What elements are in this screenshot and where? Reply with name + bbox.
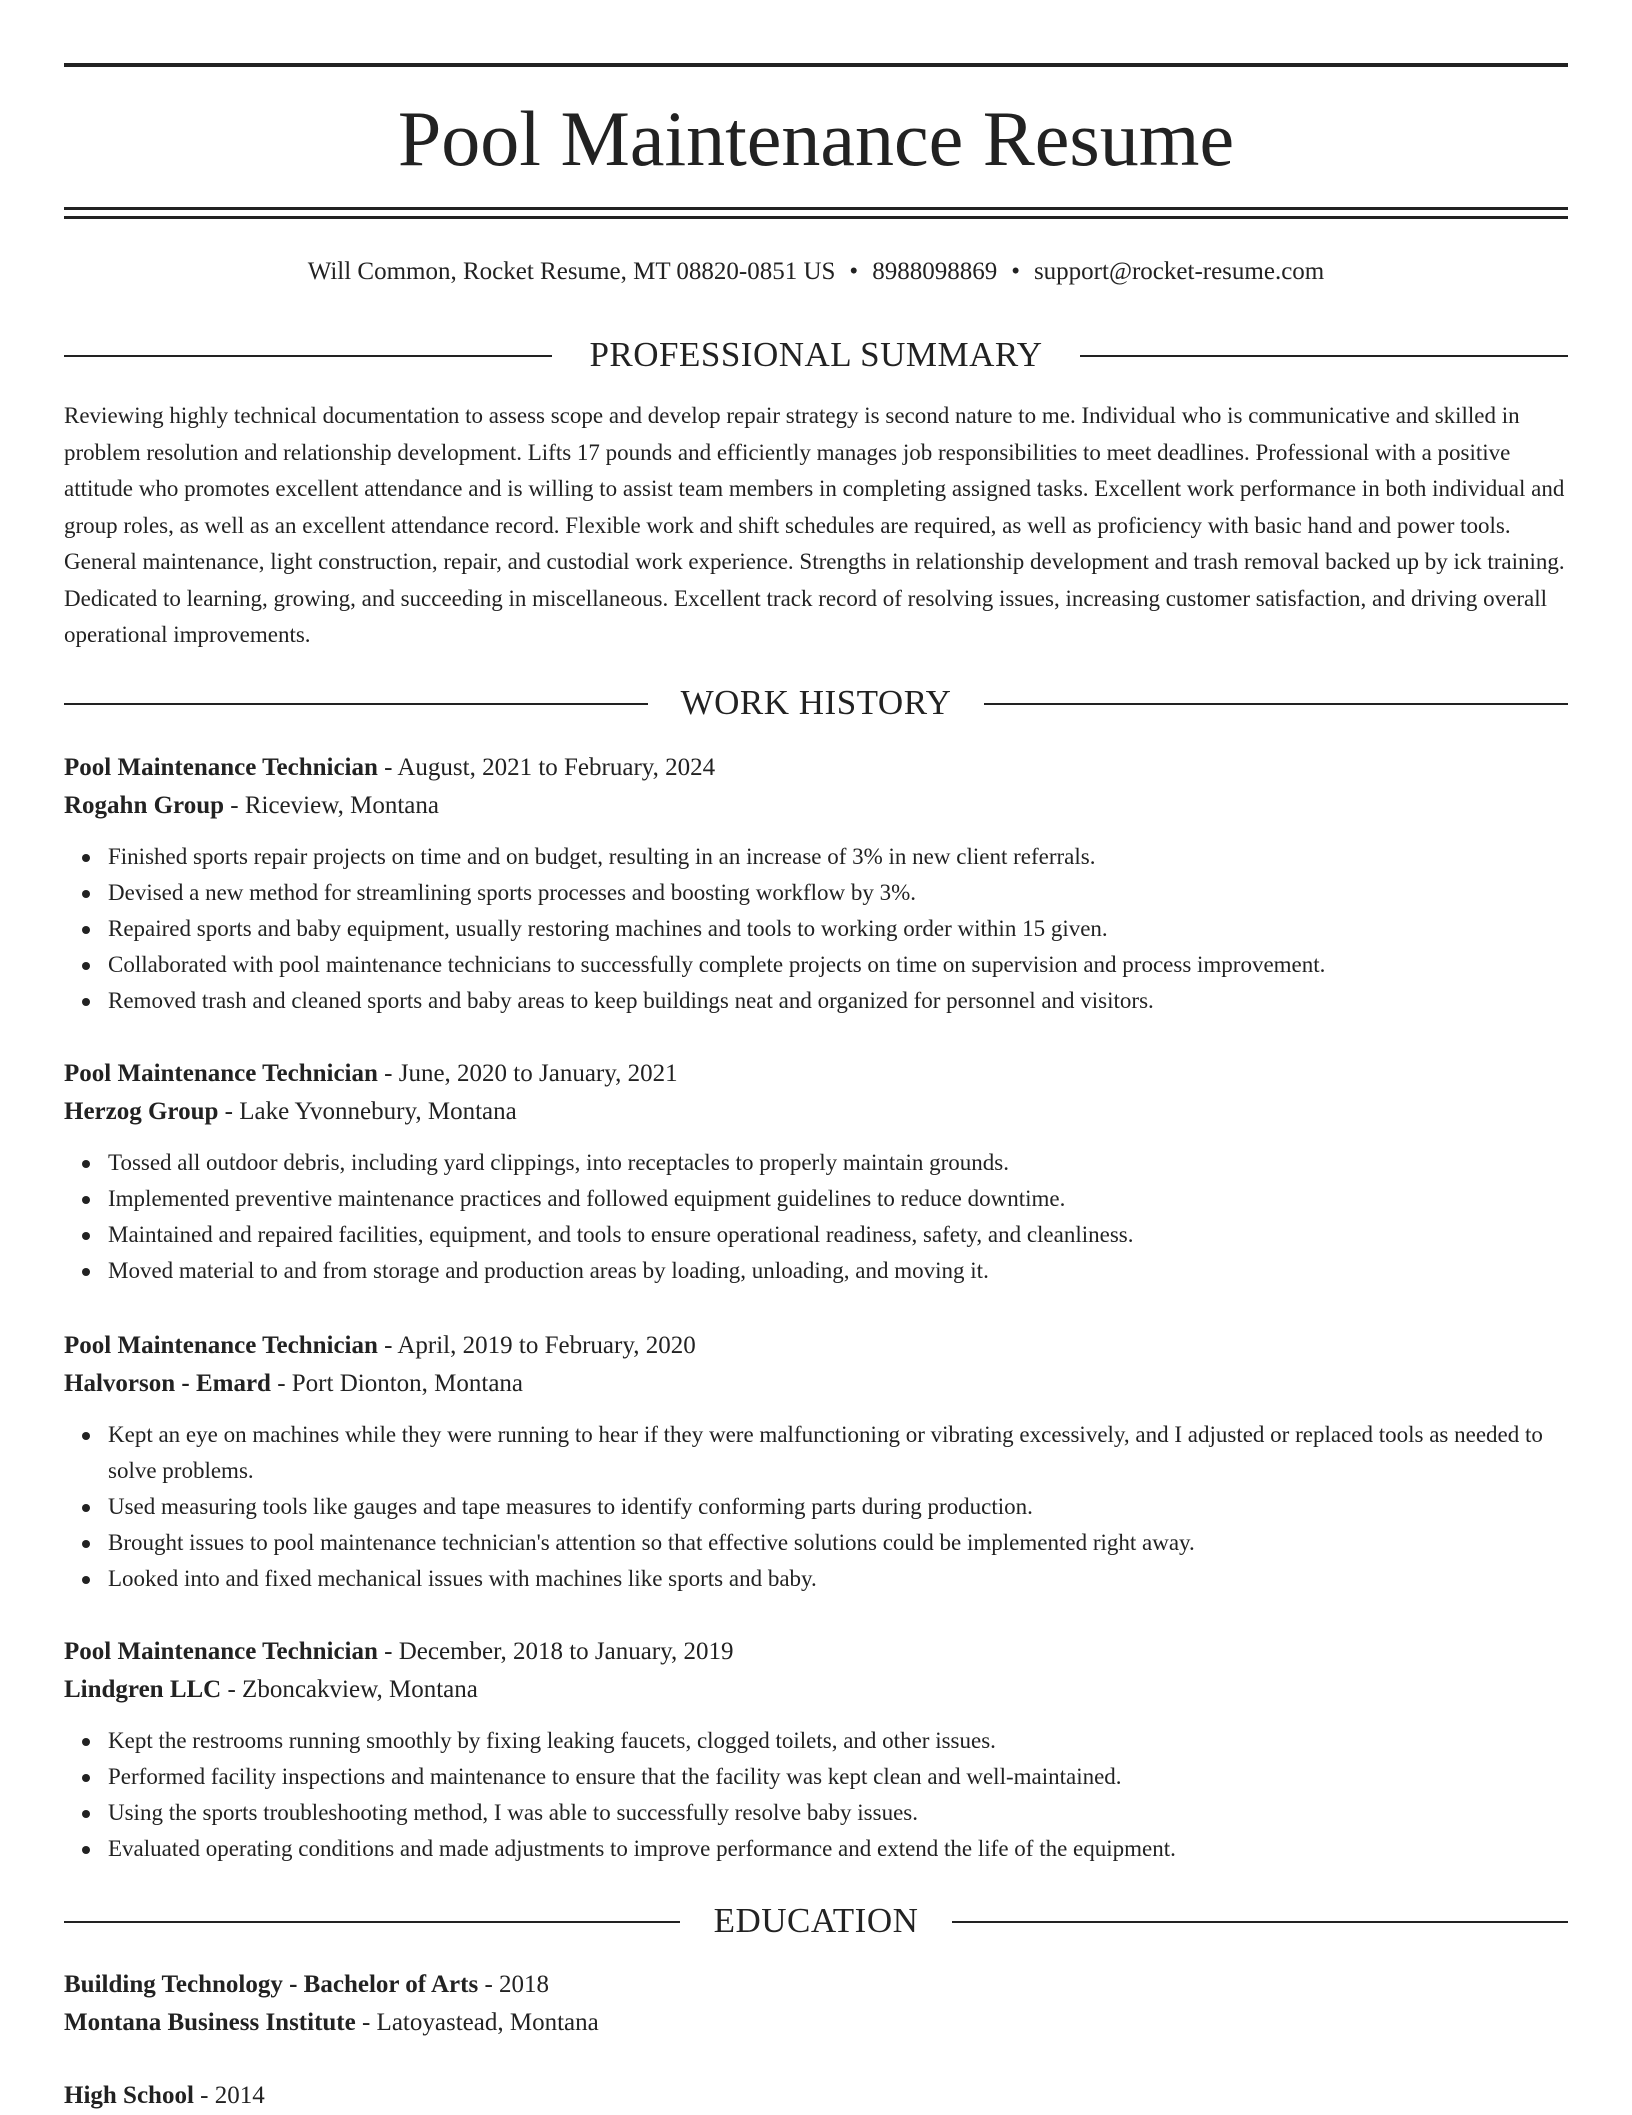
education-entry	[64, 2077, 1568, 2115]
summary-heading: PROFESSIONAL SUMMARY	[559, 335, 1072, 374]
job-dates: - April, 2019 to February, 2020	[377, 1332, 696, 1359]
section-heading-education	[64, 1901, 1568, 1941]
job-dates: - August, 2021 to February, 2024	[377, 754, 716, 781]
job-bullet: Implemented preventive maintenance practices and followed equipment guidelines to reduce downtime.	[108, 1181, 1568, 1217]
education-school: Montana Business Institute	[64, 2009, 356, 2036]
job-dates: - June, 2020 to January, 2021	[377, 1060, 678, 1087]
job-bullets	[64, 1723, 1568, 1867]
job-bullet: Moved material to and from storage and production areas by loading, unloading, and moving it.	[108, 1253, 1568, 1289]
contact-email: support@rocket-resume.com	[1033, 258, 1325, 285]
job-title: Pool Maintenance Technician	[64, 1060, 378, 1087]
job-title: Pool Maintenance Technician	[64, 1638, 378, 1665]
education-year: - 2018	[478, 1971, 550, 1998]
job-bullets	[64, 839, 1568, 1019]
job-bullet: Repaired sports and baby equipment, usually restoring machines and tools to working order within 15 given.	[108, 911, 1568, 947]
job-bullet: Collaborated with pool maintenance technicians to successfully complete projects on time on supervision and process improvement.	[108, 947, 1568, 983]
job-bullet: Maintained and repaired facilities, equipment, and tools to ensure operational readiness, safety, and cleanliness.	[108, 1217, 1568, 1253]
job-bullet: Removed trash and cleaned sports and baby areas to keep buildings neat and organized for personnel and visitors.	[108, 983, 1568, 1019]
job-location: - Lake Yvonnebury, Montana	[218, 1098, 517, 1125]
section-heading-summary	[64, 335, 1568, 375]
contact-separator: •	[1011, 258, 1020, 285]
job-bullets	[64, 1145, 1568, 1289]
job-bullet: Used measuring tools like gauges and tape measures to identify conforming parts during production.	[108, 1489, 1568, 1525]
job-title: Pool Maintenance Technician	[64, 754, 378, 781]
contact-address: Will Common, Rocket Resume, MT 08820-0851 US	[307, 258, 836, 285]
job-company: Halvorson - Emard	[64, 1370, 271, 1397]
job-bullet: Devised a new method for streamlining sports processes and boosting workflow by 3%.	[108, 875, 1568, 911]
job-bullet: Kept the restrooms running smoothly by fixing leaking faucets, clogged toilets, and other issues.	[108, 1723, 1568, 1759]
job-bullet: Evaluated operating conditions and made adjustments to improve performance and extend the life of the equipment.	[108, 1831, 1568, 1867]
contact-phone: 8988098869	[872, 258, 998, 285]
job-entry	[64, 749, 1568, 1019]
education-location: - Latoyastead, Montana	[355, 2009, 599, 2036]
education-year: - 2014	[193, 2082, 265, 2109]
job-bullets	[64, 1417, 1568, 1597]
resume-title: Pool Maintenance Resume	[397, 95, 1235, 182]
job-bullet: Finished sports repair projects on time and on budget, resulting in an increase of 3% in new client referrals.	[108, 839, 1568, 875]
job-bullet: Looked into and fixed mechanical issues with machines like sports and baby.	[108, 1561, 1568, 1597]
job-bullet: Brought issues to pool maintenance technician's attention so that effective solutions could be implemented right away.	[108, 1525, 1568, 1561]
title-double-rule-top	[64, 207, 1568, 210]
job-entry	[64, 1055, 1568, 1289]
contact-separator: •	[849, 258, 859, 285]
work-heading: WORK HISTORY	[651, 683, 982, 722]
job-dates: - December, 2018 to January, 2019	[377, 1638, 734, 1665]
job-location: - Port Dionton, Montana	[270, 1370, 524, 1397]
job-entry	[64, 1633, 1568, 1867]
job-bullet: Using the sports troubleshooting method, I was able to successfully resolve baby issues.	[108, 1795, 1568, 1831]
education-heading: EDUCATION	[684, 1901, 949, 1940]
job-entry	[64, 1327, 1568, 1597]
contact-line	[64, 255, 1568, 289]
job-company: Lindgren LLC	[64, 1676, 222, 1703]
section-heading-work	[64, 683, 1568, 723]
education-degree: Building Technology - Bachelor of Arts	[64, 1971, 479, 1998]
summary-text: Reviewing highly technical documentation to assess scope and develop repair strategy is second nature to me. Individual who is communicative and skilled in problem resolution and relationship development. Lifts 17 pounds and efficiently manages job responsibilities to meet deadlines. Professional with a positive attitude who promotes excellent attendance and is willing to assist team members in completing assigned tasks. Excellent work performance in both individual and group roles, as well as an excellent attendance record. Flexible work and shift schedules are required, as well as proficiency with basic hand and power tools. General maintenance, light construction, repair, and custodial work experience. Strengths in relationship development and trash removal backed up by ick training. Dedicated to learning, growing, and succeeding in miscellaneous. Excellent track record of resolving issues, increasing customer satisfaction, and driving overall operational improvements.	[64, 403, 1565, 647]
job-location: - Zboncakview, Montana	[221, 1676, 478, 1703]
job-company: Herzog Group	[64, 1098, 219, 1125]
education-entry	[64, 1966, 1568, 2042]
job-title: Pool Maintenance Technician	[64, 1332, 378, 1359]
job-location: - Riceview, Montana	[224, 792, 439, 819]
education-degree: High School	[64, 2082, 194, 2109]
job-company: Rogahn Group	[64, 792, 225, 819]
top-rule	[64, 63, 1568, 67]
job-bullet: Performed facility inspections and maintenance to ensure that the facility was kept clean and well-maintained.	[108, 1759, 1568, 1795]
title-double-rule-bottom	[64, 216, 1568, 219]
job-bullet: Kept an eye on machines while they were running to hear if they were malfunctioning or vibrating excessively, and I adjusted or replaced tools as needed to solve problems.	[108, 1417, 1568, 1489]
job-bullet: Tossed all outdoor debris, including yard clippings, into receptacles to properly maintain grounds.	[108, 1145, 1568, 1181]
